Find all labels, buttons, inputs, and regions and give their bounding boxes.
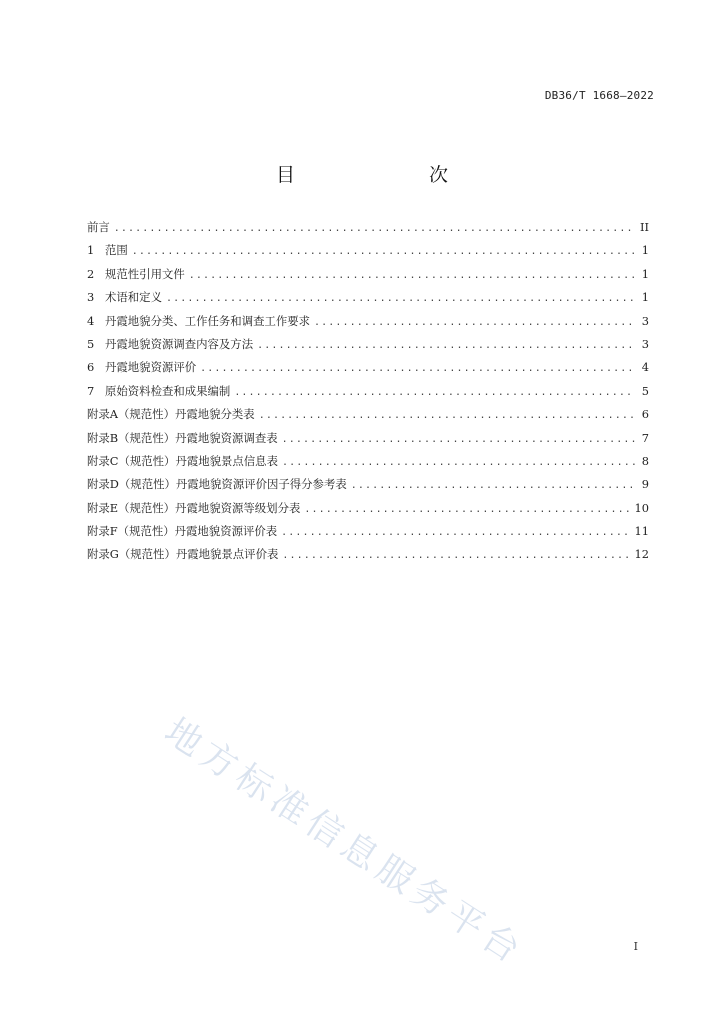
toc-entry-1[interactable] — [87, 242, 649, 265]
toc-page-number: 1 — [641, 266, 649, 281]
toc-label: 原始资料检查和成果编制 — [105, 383, 231, 398]
toc-entry-6[interactable] — [87, 359, 649, 382]
toc-entry-4[interactable] — [87, 313, 649, 336]
toc-page-number: II — [640, 220, 649, 234]
toc-page-number: 4 — [641, 360, 649, 375]
toc-entry-appendix-f[interactable] — [87, 523, 649, 546]
toc-leader-dots — [132, 246, 635, 257]
toc-label: 范围 — [105, 243, 128, 258]
toc-number: 2 — [87, 266, 95, 281]
toc-number: 5 — [87, 336, 95, 351]
toc-page-number: 1 — [641, 243, 649, 258]
toc-label: 附录G（规范性）丹霞地貌景点评价表 — [87, 547, 279, 562]
toc-page-number: 11 — [634, 524, 649, 539]
toc-leader-dots — [281, 527, 630, 538]
toc-label: 附录D（规范性）丹霞地貌资源评价因子得分参考表 — [87, 477, 347, 492]
toc-number: 3 — [87, 290, 95, 305]
toc-entry-2[interactable] — [87, 266, 649, 289]
toc-number: 6 — [87, 360, 95, 375]
toc-label: 附录A（规范性）丹霞地貌分类表 — [87, 407, 255, 422]
toc-page-number: 7 — [641, 430, 649, 445]
toc-page-number: 3 — [641, 336, 649, 351]
toc-label: 前言 — [87, 220, 110, 234]
toc-entry-5[interactable] — [87, 336, 649, 359]
toc-leader-dots — [282, 457, 635, 468]
toc-page-number: 5 — [641, 383, 649, 398]
toc-leader-dots — [282, 434, 635, 445]
toc-page-number: 9 — [641, 477, 649, 492]
toc-label: 附录E（规范性）丹霞地貌资源等级划分表 — [87, 500, 301, 515]
toc-page-number: 8 — [641, 453, 649, 468]
toc-label: 丹霞地貌分类、工作任务和调查工作要求 — [105, 313, 311, 328]
toc-label: 术语和定义 — [105, 290, 162, 305]
toc-entry-appendix-b[interactable] — [87, 430, 649, 453]
toc-leader-dots — [200, 363, 635, 374]
toc-leader-dots — [234, 387, 635, 398]
toc-number: 4 — [87, 313, 95, 328]
toc-leader-dots — [114, 223, 635, 234]
document-code: DB36/T 1668—2022 — [544, 89, 654, 102]
toc-leader-dots — [314, 317, 635, 328]
page-title: 目 次 — [275, 164, 480, 186]
toc-entry-3[interactable] — [87, 289, 649, 312]
toc-leader-dots — [189, 270, 635, 281]
toc-entry-appendix-e[interactable] — [87, 500, 649, 523]
toc-entry-appendix-g[interactable] — [87, 546, 649, 569]
toc-number: 7 — [87, 383, 95, 398]
toc-page-number: 10 — [634, 500, 649, 515]
toc-leader-dots — [282, 550, 630, 561]
toc-number: 1 — [87, 243, 95, 258]
toc-entry-appendix-a[interactable] — [87, 406, 649, 429]
toc-page-number: 12 — [634, 547, 649, 562]
toc-leader-dots — [166, 293, 635, 304]
toc-leader-dots — [257, 340, 635, 351]
toc-page-number: 6 — [641, 407, 649, 422]
toc-label: 附录B（规范性）丹霞地貌资源调查表 — [87, 430, 278, 445]
toc-label: 附录F（规范性）丹霞地貌资源评价表 — [87, 524, 278, 539]
toc-label: 丹霞地貌资源评价 — [105, 360, 197, 375]
toc-leader-dots — [351, 480, 635, 491]
page-number: I — [633, 940, 638, 953]
toc-leader-dots — [259, 410, 635, 421]
toc-entry-7[interactable] — [87, 383, 649, 406]
table-of-contents — [87, 219, 649, 570]
toc-entry-appendix-c[interactable] — [87, 453, 649, 476]
toc-leader-dots — [304, 504, 630, 515]
toc-entry-appendix-d[interactable] — [87, 476, 649, 499]
toc-page-number: 3 — [641, 313, 649, 328]
toc-page-number: 1 — [641, 290, 649, 305]
toc-label: 附录C（规范性）丹霞地貌景点信息表 — [87, 453, 278, 468]
toc-label: 规范性引用文件 — [105, 266, 185, 281]
toc-label: 丹霞地貌资源调查内容及方法 — [105, 336, 254, 351]
watermark: 地方标准信息服务平台 — [157, 710, 532, 974]
toc-entry-foreword[interactable] — [87, 219, 649, 242]
